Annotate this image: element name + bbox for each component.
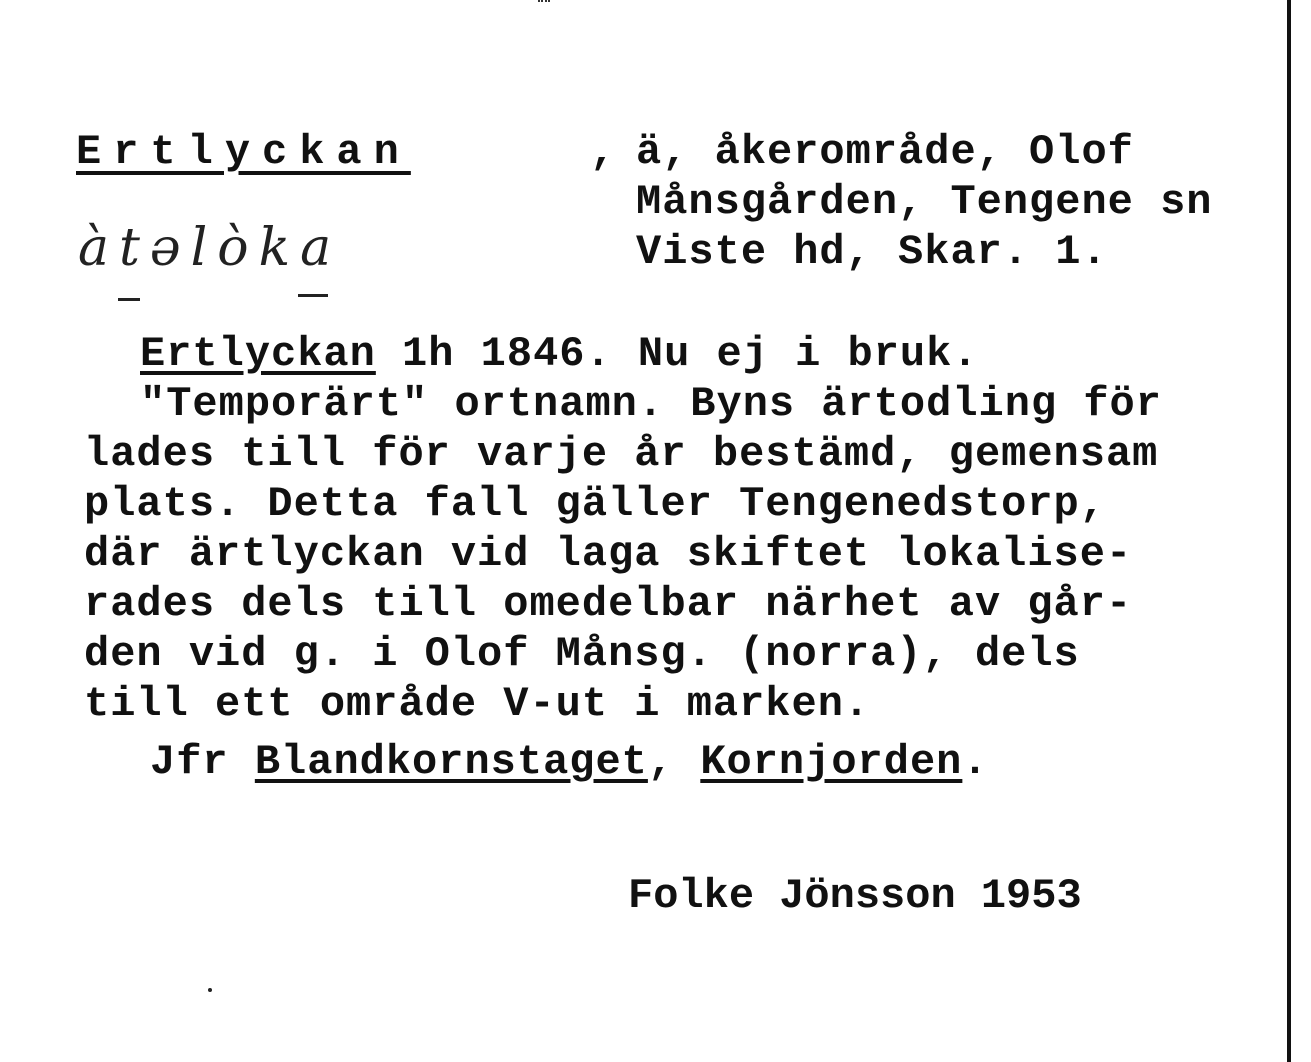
cross-ref-kornjorden: Kornjorden: [700, 738, 963, 786]
headword: Ertlyckan: [76, 128, 411, 176]
body-line-6: rades dels till omedelbar närhet av går-: [84, 580, 1133, 628]
jfr-end: .: [962, 738, 989, 786]
body-line-3: lades till för varje år bestämd, gemensam: [84, 430, 1159, 478]
body-line-2: "Temporärt" ortnamn. Byns ärtodling för: [140, 380, 1162, 428]
headword-comma: ,: [590, 128, 616, 176]
body-line-5: där ärtlyckan vid laga skiftet lokalise-: [84, 530, 1133, 578]
cross-reference-line: [150, 738, 989, 786]
author-signature: Folke Jönsson 1953: [628, 872, 1082, 920]
body-line-8: till ett område V-ut i marken.: [84, 680, 871, 728]
pronunciation-length-mark: [298, 294, 328, 297]
body-line-1: [140, 330, 979, 378]
body-ref-ertlyckan: Ertlyckan: [140, 330, 376, 378]
cross-ref-blandkornstaget: Blandkornstaget: [254, 738, 648, 786]
jfr-prefix: Jfr: [150, 738, 255, 786]
stray-dot: [208, 988, 212, 992]
body-line-7: den vid g. i Olof Månsg. (norra), dels: [84, 630, 1080, 678]
pronunciation-length-mark: [118, 298, 140, 301]
body-line-1-text: 1h 1846. Nu ej i bruk.: [375, 330, 979, 378]
pronunciation-handwritten: àtəlòka: [78, 218, 342, 278]
head-line-2: Månsgården, Tengene sn: [636, 178, 1213, 226]
card-right-edge: [1287, 0, 1291, 1062]
body-line-4: plats. Detta fall gäller Tengenedstorp,: [84, 480, 1106, 528]
top-edge-mark: [538, 0, 550, 6]
head-line-3: Viste hd, Skar. 1.: [636, 228, 1108, 276]
head-line-1: ä, åkerområde, Olof: [636, 128, 1134, 176]
jfr-separator: ,: [647, 738, 701, 786]
